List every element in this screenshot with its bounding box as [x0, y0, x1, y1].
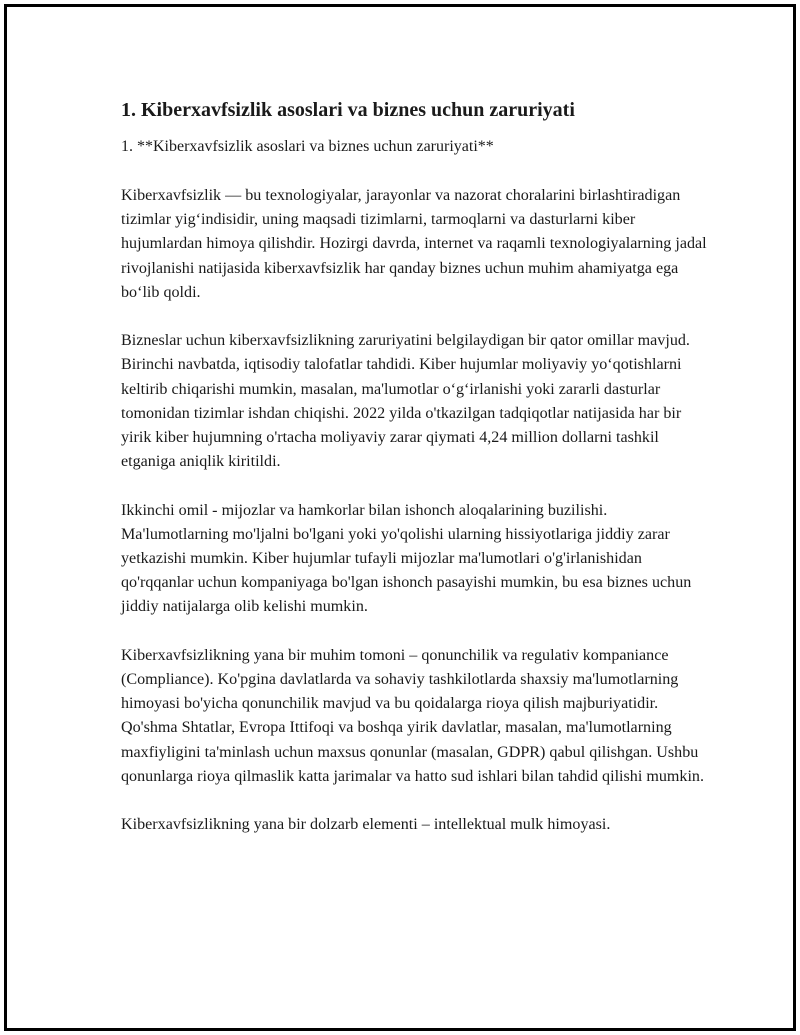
paragraph-intellectual-property: Kiberxavfsizlikning yana bir dolzarb elementi – intellektual mulk himoyasi.	[121, 816, 611, 834]
document-page	[4, 4, 796, 1031]
paragraph-economic-factors: Bizneslar uchun kiberxavfsizlikning zaruriyatini belgilaydigan bir qator omillar mavjud. Birinchi navbatda, iqtisodiy talofatlar tahdidi. Kiber hujumlar moliyaviy yo‘qotishlarni keltirib chiqarishi mumkin, masalan, ma'lumotlar o‘g‘irlanishi yoki zararli dasturlar tomonidan tizimlar ishdan chiqishi. 2022 yilda o'tkazilgan tadqiqotlar natijasida har bir yirik kiber hujumning o'rtacha moliyaviy zarar qiymati 4,24 million dollarni tashkil etganiga aniqlik kiritildi.	[121, 332, 690, 471]
paragraph-trust-factor: Ikkinchi omil - mijozlar va hamkorlar bilan ishonch aloqalarining buzilishi. Ma'lumotlarning mo'ljalni bo'lgani yoki yo'qolishi ularning hissiyotlariga jiddiy zarar yetkazishi mumkin. Kiber hujumlar tufayli mijozlar ma'lumotlari o'g'irlanishidan qo'rqqanlar uchun kompaniyaga bo'lgan ishonch pasayishi mumkin, bu esa biznes uchun jiddiy natijalarga olib kelishi mumkin.	[121, 501, 692, 616]
paragraph-compliance: Kiberxavfsizlikning yana bir muhim tomoni – qonunchilik va regulativ kompaniance (Compliance). Ko'pgina davlatlarda va sohaviy tashkilotlarda shaxsiy ma'lumotlarning himoyasi bo'yicha qonunchilik mavjud va bu qoidalarga rioya qilish majburiyatidir. Qo'shma Shtatlar, Evropa Ittifoqi va boshqa yirik davlatlar, masalan, ma'lumotlarning maxfiyligini ta'minlash uchun maxsus qonunlar (masalan, GDPR) qabul qilishgan. Ushbu qonunlarga rioya qilmaslik katta jarimalar va hatto sud ishlari bilan tahdid qilishi mumkin.	[121, 646, 704, 785]
document-body	[121, 97, 711, 862]
section-heading: 1. Kiberxavfsizlik asoslari va biznes uchun zaruriyati	[121, 99, 575, 121]
section-subheading: 1. **Kiberxavfsizlik asoslari va biznes uchun zaruriyati**	[121, 138, 494, 155]
paragraph-intro: Kiberxavfsizlik — bu texnologiyalar, jarayonlar va nazorat choralarini birlashtiradigan tizimlar yig‘indisidir, uning maqsadi tizimlarni, tarmoqlarni va dasturlarni kiber hujumlardan himoya qilishdir. Hozirgi davrda, internet va raqamli texnologiyalarning jadal rivojlanishi natijasida kiberxavfsizlik har qanday biznes uchun muhim ahamiyatga ega bo‘lib qoldi.	[121, 187, 707, 301]
